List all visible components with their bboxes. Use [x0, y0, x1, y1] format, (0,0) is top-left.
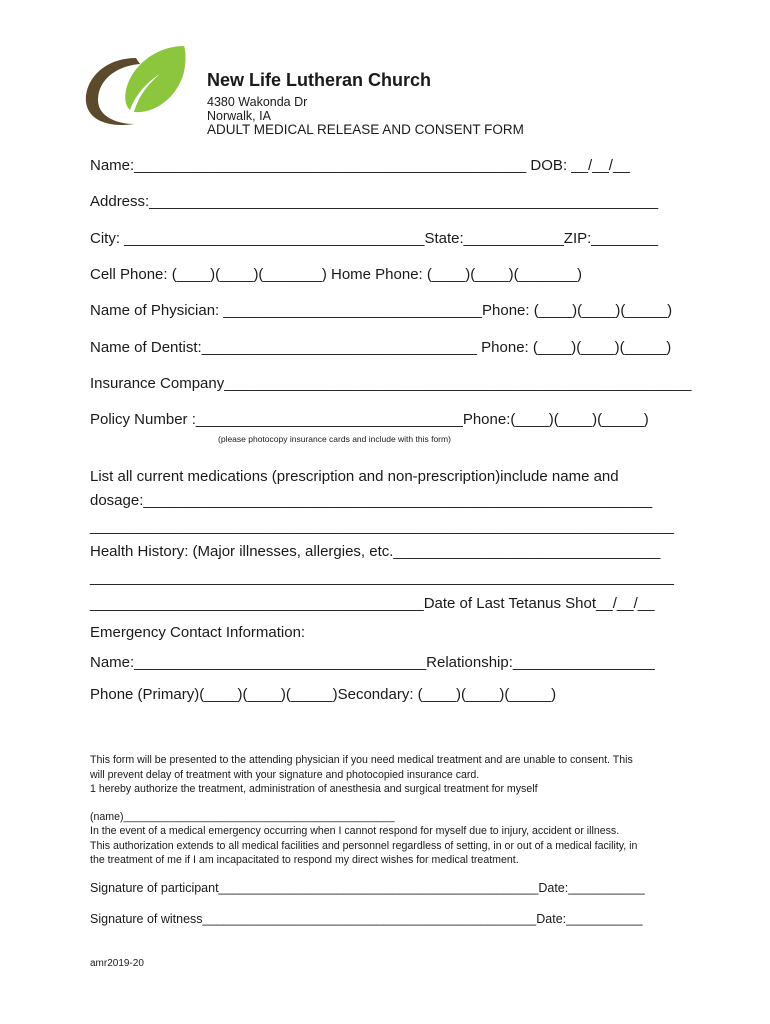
form-code: amr2019-20 — [90, 958, 144, 969]
address-line-2: Norwalk, IA — [207, 109, 271, 123]
consent-text-3: 1 hereby authorize the treatment, administration of anesthesia and surgical treatment for myself — [90, 783, 538, 795]
logo-leaf — [125, 46, 185, 112]
consent-text-6: This authorization extends to all medical facilities and personnel regardless of setting, in or out of a medical facility, in — [90, 840, 638, 852]
city-state-zip-field[interactable]: City: ____________________________________State:____________ZIP:________ — [90, 230, 659, 247]
health-history-field-continued[interactable]: ______________________________________________________________________ — [90, 569, 674, 586]
medications-label: List all current medications (prescription and non-prescription)include name and — [90, 468, 619, 485]
dentist-field[interactable]: Name of Dentist:_________________________________ Phone: (____)(____)(_____) — [90, 339, 672, 356]
consent-text-2: will prevent delay of treatment with your signature and photocopied insurance card. — [90, 769, 480, 781]
tetanus-date-field[interactable]: ________________________________________Date of Last Tetanus Shot__/__/__ — [90, 595, 655, 612]
witness-signature-field[interactable]: Signature of witness________________________________________________Date:___________ — [90, 912, 643, 926]
address-field[interactable]: Address:_____________________________________________________________ — [90, 193, 659, 210]
medications-field[interactable]: dosage:_____________________________________________________________ — [90, 492, 653, 509]
name-dob-field[interactable]: Name:_______________________________________________ DOB: __/__/__ — [90, 157, 630, 174]
emergency-phone-field[interactable]: Phone (Primary)(____)(____)(_____)Secondary: (____)(____)(_____) — [90, 686, 557, 703]
consent-text-1: This form will be presented to the attending physician if you need medical treatment and are unable to consent. This — [90, 754, 633, 766]
participant-signature-field[interactable]: Signature of participant______________________________________________Date:___________ — [90, 881, 645, 895]
medications-field-continued[interactable]: ______________________________________________________________________ — [90, 518, 674, 535]
emergency-name-field[interactable]: Name:___________________________________Relationship:_________________ — [90, 654, 655, 671]
emergency-contact-heading: Emergency Contact Information: — [90, 624, 306, 641]
address-line-1: 4380 Wakonda Dr — [207, 95, 308, 109]
consent-name-field[interactable]: (name)______________________________________________ — [90, 811, 395, 823]
church-logo-icon — [80, 42, 192, 126]
consent-text-5: In the event of a medical emergency occurring when I cannot respond for myself due to injury, accident or illness. — [90, 825, 620, 837]
physician-field[interactable]: Name of Physician: _______________________________Phone: (____)(____)(_____) — [90, 302, 673, 319]
insurance-note: (please photocopy insurance cards and include with this form) — [218, 434, 451, 444]
phone-numbers-field[interactable]: Cell Phone: (____)(____)(_______) Home Phone: (____)(____)(_______) — [90, 266, 582, 283]
form-title: ADULT MEDICAL RELEASE AND CONSENT FORM — [207, 122, 524, 137]
consent-text-7: the treatment of me if I am incapacitated to respond my direct wishes for medical treatment. — [90, 854, 519, 866]
church-name: New Life Lutheran Church — [207, 70, 432, 90]
policy-number-field[interactable]: Policy Number :________________________________Phone:(____)(____)(_____) — [90, 411, 649, 428]
health-history-field[interactable]: Health History: (Major illnesses, allergies, etc.________________________________ — [90, 543, 661, 560]
insurance-company-field[interactable]: Insurance Company________________________________________________________ — [90, 375, 692, 392]
